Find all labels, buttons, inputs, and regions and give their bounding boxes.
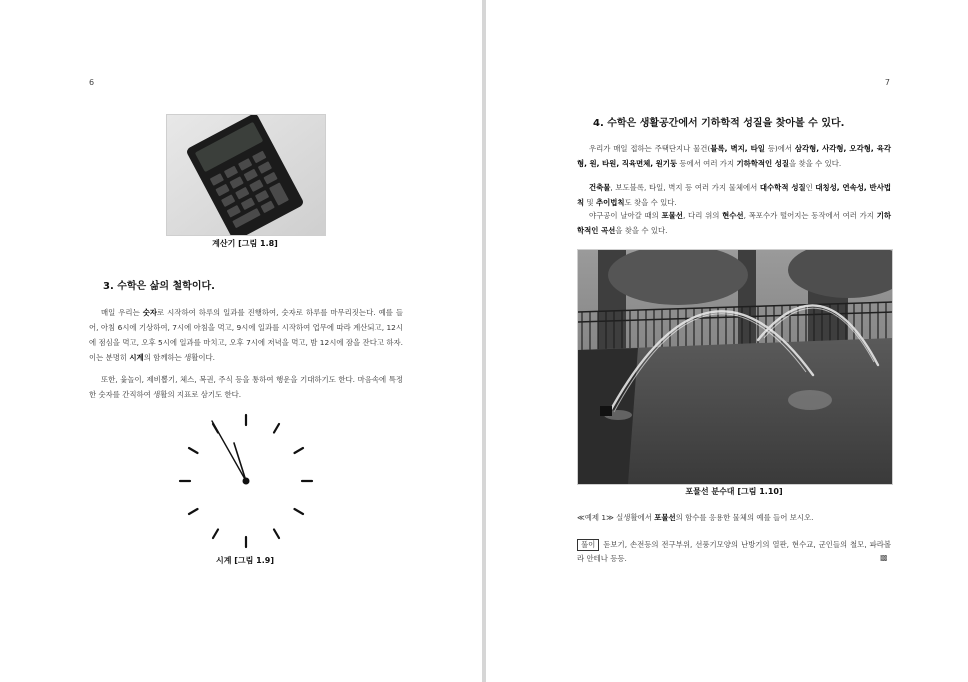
hour-mark [189,448,198,453]
clock-center [243,478,250,485]
example-answer: 풀이 돋보기, 손전등의 전구부위, 선풍기모양의 난방기의 열판, 현수교, 군인들의 철모, 파라볼라 안테나 등등. [577,540,891,563]
calculator-photo [166,114,326,236]
minute-hand [212,421,246,481]
figure-caption-clock: 시계 [그림 1.9] [216,556,274,565]
paragraph: 우리가 매일 접하는 주택단지나 물건(블록, 벽지, 타일 등)에서 삼각형, 사각형, 오각형, 육각형, 원, 타원, 직육면체, 원기둥 등에서 여러 가지 기하학적인 성질을 찾을 수 있다. [577,144,891,168]
hour-mark [295,448,304,453]
figure-caption-fountain: 포물선 분수대 [그림 1.10] [685,487,783,496]
solution-label: 풀이 [577,539,599,551]
section-title: 3. 수학은 삶의 철학이다. [103,281,215,292]
fountain-photo [577,249,893,485]
example-question: ≪예제 1≫ 실생활에서 포물선의 함수를 응용한 물체의 예를 들어 보시오. [577,513,814,522]
paragraph: 또한, 윷놀이, 제비뽑기, 체스, 복권, 주식 등을 통하여 행운을 기대하기도 한다. 마음속에 특정한 숫자를 간직하여 생활의 지표로 삼기도 한다. [89,375,403,399]
end-mark: ▩ [880,553,888,562]
page-number: 7 [884,78,890,87]
page-number: 6 [89,78,95,87]
paragraph: 매일 우리는 숫자로 시작하여 하루의 일과를 진행하여, 숫자로 하루를 마무리짓는다. 예를 들어, 아침 6시에 기상하여, 7시에 아침을 먹고, 9시에 일과를 시작하여 업무에 따라 계산되고, 12시에 점심을 먹고, 오후 5시에 일과를 마치고, 오후 7시에 저녁을 먹고, 밤 12시에 잠을 잔다고 하자. 이는 분명히 시계의 함께하는 생활이다. [89,308,403,362]
right-page [486,0,968,682]
paragraph: 건축물, 보도블록, 타일, 벽지 등 여러 가지 물체에서 대수학적 성질인 대칭성, 연속성, 반사법칙 및 추이법칙도 찾을 수 있다. [577,183,891,207]
figure-caption-calculator: 계산기 [그림 1.8] [212,239,278,248]
left-page [0,0,482,682]
hour-mark [274,530,279,539]
paragraph: 야구공이 날아갈 때의 포물선, 다리 위의 현수선, 폭포수가 떨어지는 동작에서 여러 가지 기하학적인 곡선을 찾을 수 있다. [577,211,891,235]
hour-mark [213,530,218,539]
hour-mark [295,509,304,514]
section-title: 4. 수학은 생활공간에서 기하학적 성질을 찾아볼 수 있다. [593,118,845,129]
clock-figure [176,410,316,552]
hour-mark [189,509,198,514]
hour-mark [274,424,279,433]
